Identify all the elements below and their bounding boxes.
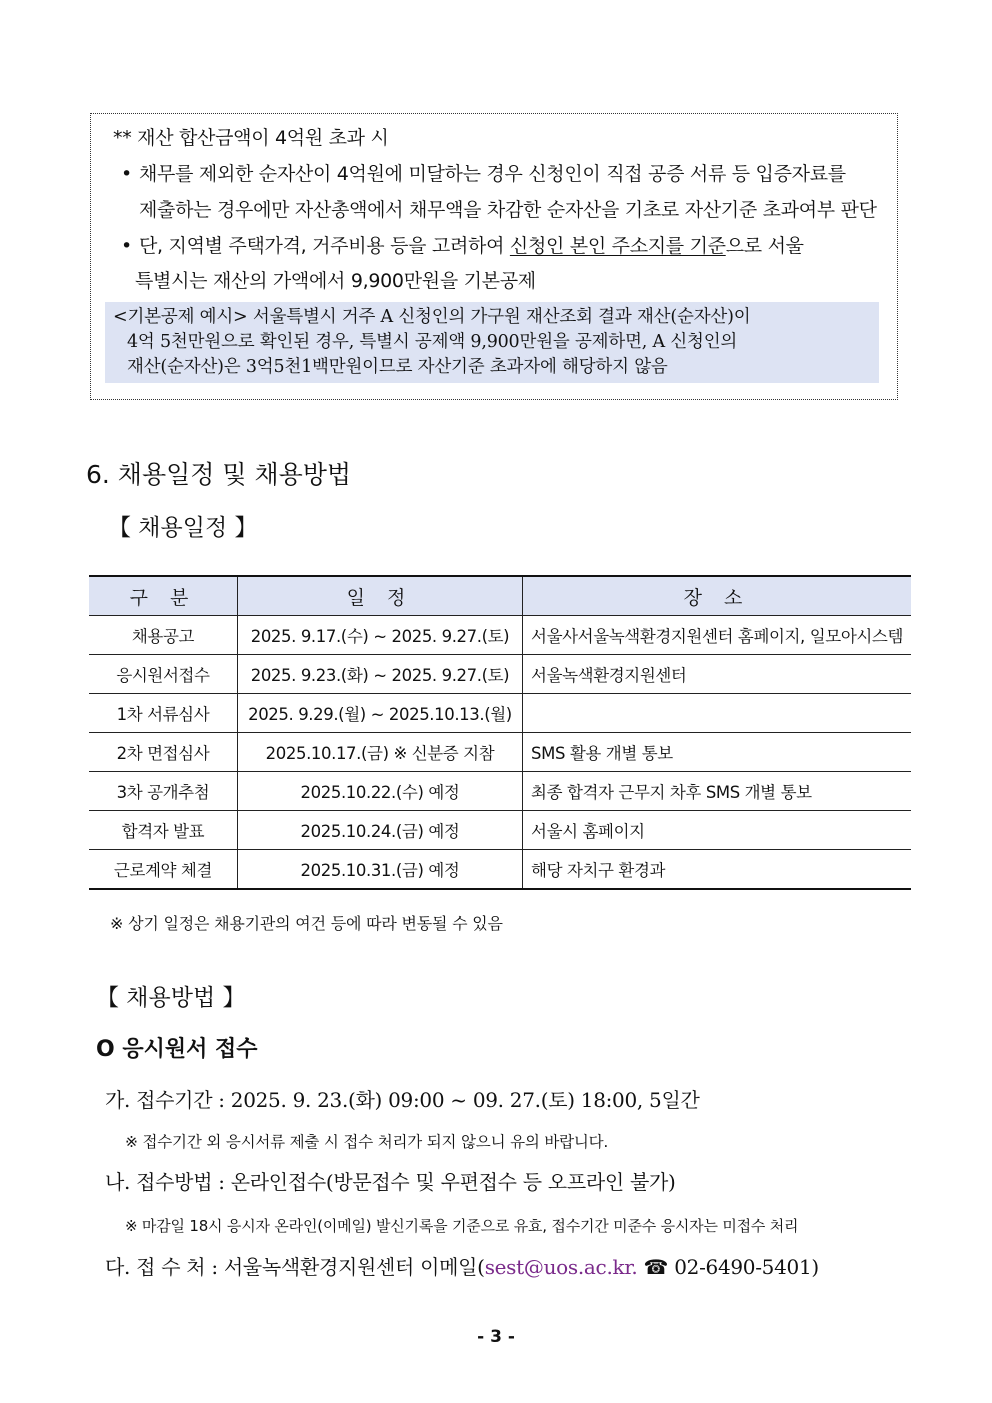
row-place: 서울사서울녹색환경지원센터 홈페이지, 일모아시스템 — [523, 616, 911, 655]
application-heading: O 응시원서 접수 — [96, 1037, 258, 1062]
header-place: 장 소 — [523, 576, 911, 616]
note-bullet-2-cont: 특별시는 재산의 가액에서 9,900만원을 기본공제 — [135, 270, 536, 292]
bullet-icon: • — [121, 163, 132, 185]
underlined-text: 신청인 본인 주소지를 기준 — [509, 235, 726, 257]
table-row — [89, 733, 911, 772]
table-note: ※ 상기 일정은 채용기관의 여건 등에 따라 변동될 수 있음 — [110, 914, 503, 933]
table-row — [89, 811, 911, 850]
row-schedule: 2025. 9.23.(화) ~ 2025. 9.27.(토) — [237, 655, 522, 694]
table-row — [89, 616, 911, 655]
row-category: 합격자 발표 — [89, 811, 237, 850]
row-schedule: 2025.10.31.(금) 예정 — [237, 850, 522, 890]
row-schedule: 2025.10.17.(금) ※ 신분증 지참 — [237, 733, 522, 772]
note-heading: ** 재산 합산금액이 4억원 초과 시 — [113, 127, 389, 149]
email-link[interactable]: sest@uos.ac.kr. — [484, 1255, 638, 1279]
row-category: 1차 서류심사 — [89, 694, 237, 733]
deduction-example-box — [105, 302, 879, 383]
table-row — [89, 850, 911, 890]
row-schedule: 2025. 9.17.(수) ~ 2025. 9.27.(토) — [237, 616, 522, 655]
application-period: 가. 접수기간 : 2025. 9. 23.(화) 09:00 ~ 09. 27.(토) 18:00, 5일간 — [105, 1088, 700, 1112]
schedule-table — [89, 575, 911, 890]
header-category: 구 분 — [89, 576, 237, 616]
application-period-note: ※ 접수기간 외 응시서류 제출 시 접수 처리가 되지 않으니 유의 바랍니다. — [125, 1133, 609, 1151]
bullet-icon: • — [121, 235, 132, 257]
section-title: 6. 채용일정 및 채용방법 — [86, 460, 352, 489]
row-category: 3차 공개추첨 — [89, 772, 237, 811]
example-line-3: 재산(순자산)은 3억5천1백만원이므로 자산기준 초과자에 해당하지 않음 — [127, 357, 668, 377]
phone-icon: ☎ — [643, 1255, 669, 1279]
row-category: 2차 면접심사 — [89, 733, 237, 772]
method-heading: 【 채용방법 】 — [96, 985, 246, 1011]
table-header-row — [89, 576, 911, 616]
row-schedule: 2025.10.22.(수) 예정 — [237, 772, 522, 811]
application-method: 나. 접수방법 : 온라인접수(방문접수 및 우편접수 등 오프라인 불가) — [105, 1170, 676, 1194]
header-schedule: 일 정 — [237, 576, 522, 616]
row-category: 채용공고 — [89, 616, 237, 655]
schedule-heading: 【 채용일정 】 — [108, 515, 258, 541]
row-place: 서울시 홈페이지 — [523, 811, 911, 850]
table-row — [89, 655, 911, 694]
row-place: 해당 자치구 환경과 — [523, 850, 911, 890]
example-line-1: <기본공제 예시> 서울특별시 거주 A 신청인의 가구원 재산조회 결과 재산(순자산)이 — [113, 307, 751, 327]
note-bullet-1: • 채무를 제외한 순자산이 4억원에 미달하는 경우 신청인이 직접 공증 서류 등 입증자료를 — [121, 163, 846, 185]
note-bullet-2: • 단, 지역별 주택가격, 거주비용 등을 고려하여 신청인 본인 주소지를 기준으로 서울 — [121, 235, 804, 257]
phone-number: 02-6490-5401) — [668, 1255, 819, 1279]
table-row — [89, 694, 911, 733]
row-schedule: 2025. 9.29.(월) ~ 2025.10.13.(월) — [237, 694, 522, 733]
example-line-2: 4억 5천만원으로 확인된 경우, 특별시 공제액 9,900만원을 공제하면, A 신청인의 — [127, 332, 738, 352]
page-number: - 3 - — [477, 1327, 515, 1347]
application-method-note: ※ 마감일 18시 응시자 온라인(이메일) 발신기록을 기준으로 유효, 접수기간 미준수 응시자는 미접수 처리 — [125, 1217, 799, 1235]
row-category: 근로계약 체결 — [89, 850, 237, 890]
row-place: SMS 활용 개별 통보 — [523, 733, 911, 772]
row-category: 응시원서접수 — [89, 655, 237, 694]
asset-note-box — [90, 113, 898, 400]
row-place: 최종 합격자 근무지 차후 SMS 개별 통보 — [523, 772, 911, 811]
row-place — [523, 694, 911, 733]
note-bullet-1-cont: 제출하는 경우에만 자산총액에서 채무액을 차감한 순자산을 기초로 자산기준 초과여부 판단 — [139, 199, 877, 221]
table-row — [89, 772, 911, 811]
application-contact: 다. 접 수 처 : 서울녹색환경지원센터 이메일(sest@uos.ac.kr. ☎ 02-6490-5401) — [105, 1255, 819, 1279]
row-place: 서울녹색환경지원센터 — [523, 655, 911, 694]
row-schedule: 2025.10.24.(금) 예정 — [237, 811, 522, 850]
